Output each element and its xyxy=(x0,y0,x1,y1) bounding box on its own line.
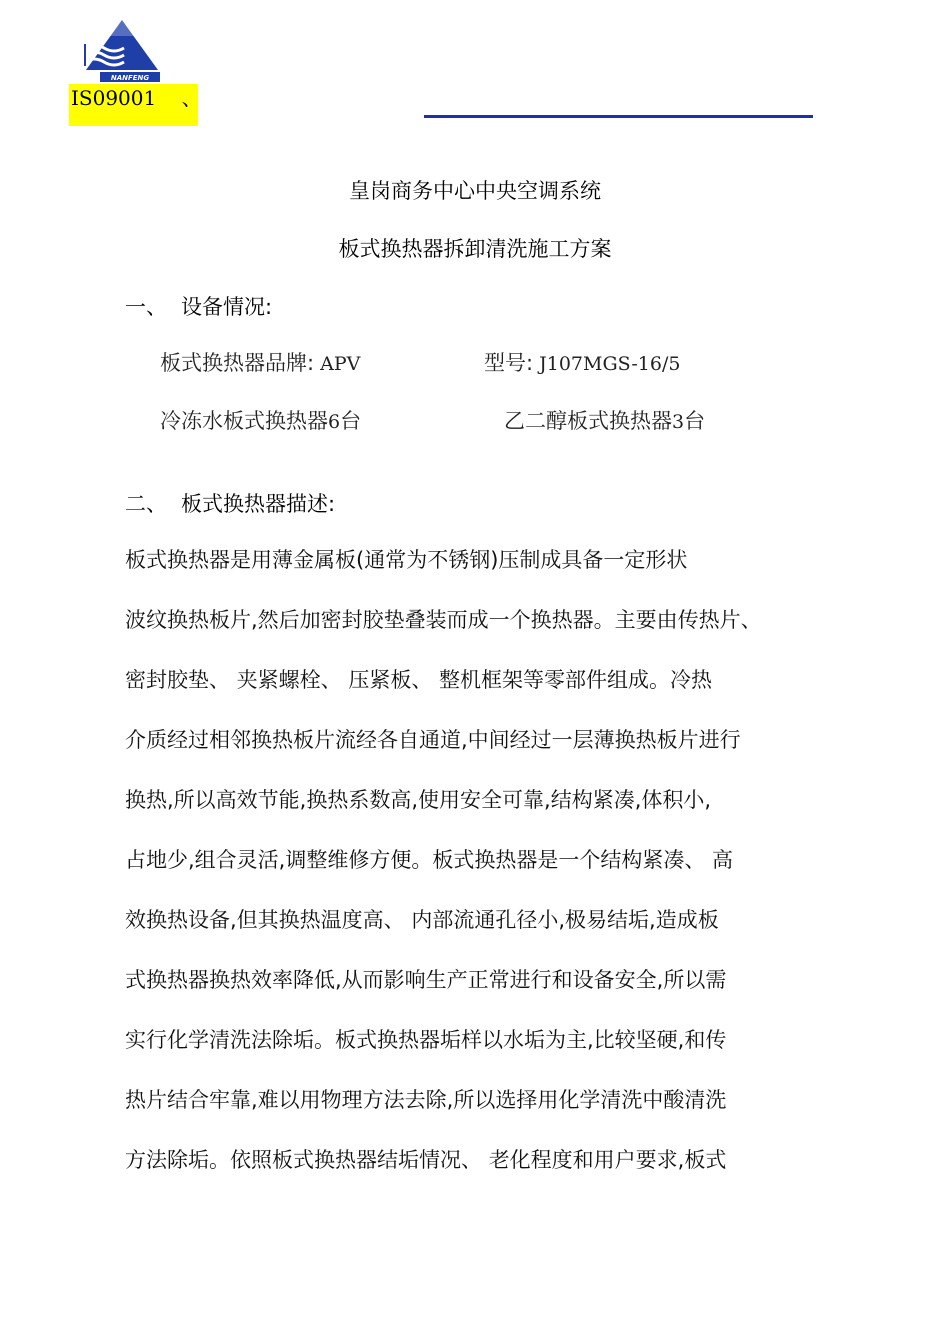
section-number: 一、 xyxy=(125,295,167,319)
chilled-exchanger-info xyxy=(160,407,361,436)
brand-info xyxy=(160,349,360,378)
logo-wordmark: NANFENG xyxy=(110,74,150,82)
chilled-count: 6 xyxy=(328,411,341,433)
description-paragraph xyxy=(125,537,825,1197)
brand-value: APV xyxy=(314,353,361,375)
section-title: 板式换热器描述: xyxy=(181,492,336,516)
section-number: 二、 xyxy=(125,492,167,516)
brand-label: 板式换热器品牌: xyxy=(160,351,315,375)
model-label: 型号: xyxy=(484,351,534,375)
paragraph-line: 实行化学清洗法除垢。板式换热器垢样以水垢为主,比较坚硬,和传 xyxy=(125,1028,727,1052)
document-title-line1: 皇岗商务中心中央空调系统 xyxy=(349,179,601,203)
header-rule xyxy=(424,115,813,118)
iso-label: IS09001 、 xyxy=(71,86,202,110)
section-title: 设备情况: xyxy=(181,295,273,319)
section-heading-description xyxy=(125,490,335,518)
model-value: J107MGS-16/5 xyxy=(533,353,681,375)
nanfeng-logo xyxy=(80,18,162,82)
paragraph-line: 方法除垢。依照板式换热器结垢情况、 老化程度和用户要求,板式 xyxy=(125,1148,727,1172)
paragraph-line: 换热,所以高效节能,换热系数高,使用安全可靠,结构紧凑,体积小, xyxy=(125,788,712,812)
model-info xyxy=(484,349,680,378)
paragraph-line: 式换热器换热效率降低,从而影响生产正常进行和设备安全,所以需 xyxy=(125,968,727,992)
paragraph-line: 热片结合牢靠,难以用物理方法去除,所以选择用化学清洗中酸清洗 xyxy=(125,1088,727,1112)
glycol-unit: 台 xyxy=(684,409,706,433)
paragraph-line: 波纹换热板片,然后加密封胶垫叠装而成一个换热器。主要由传热片、 xyxy=(125,608,762,632)
paragraph-line: 介质经过相邻换热板片流经各自通道,中间经过一层薄换热板片进行 xyxy=(125,728,741,752)
glycol-label: 乙二醇板式换热器 xyxy=(504,409,672,433)
glycol-count: 3 xyxy=(672,411,685,433)
paragraph-line: 占地少,组合灵活,调整维修方便。板式换热器是一个结构紧凑、 高 xyxy=(125,848,734,872)
iso-highlight xyxy=(69,84,202,126)
chilled-label: 冷冻水板式换热器 xyxy=(160,409,328,433)
paragraph-line: 效换热设备,但其换热温度高、 内部流通孔径小,极易结垢,造成板 xyxy=(125,908,719,932)
document-title-line2: 板式换热器拆卸清洗施工方案 xyxy=(338,237,612,261)
chilled-unit: 台 xyxy=(340,409,362,433)
paragraph-line: 板式换热器是用薄金属板(通常为不锈钢)压制成具备一定形状 xyxy=(125,548,688,572)
glycol-exchanger-info xyxy=(504,407,705,436)
paragraph-line: 密封胶垫、 夹紧螺栓、 压紧板、 整机框架等零部件组成。冷热 xyxy=(125,668,713,692)
section-heading-equipment xyxy=(125,293,272,321)
